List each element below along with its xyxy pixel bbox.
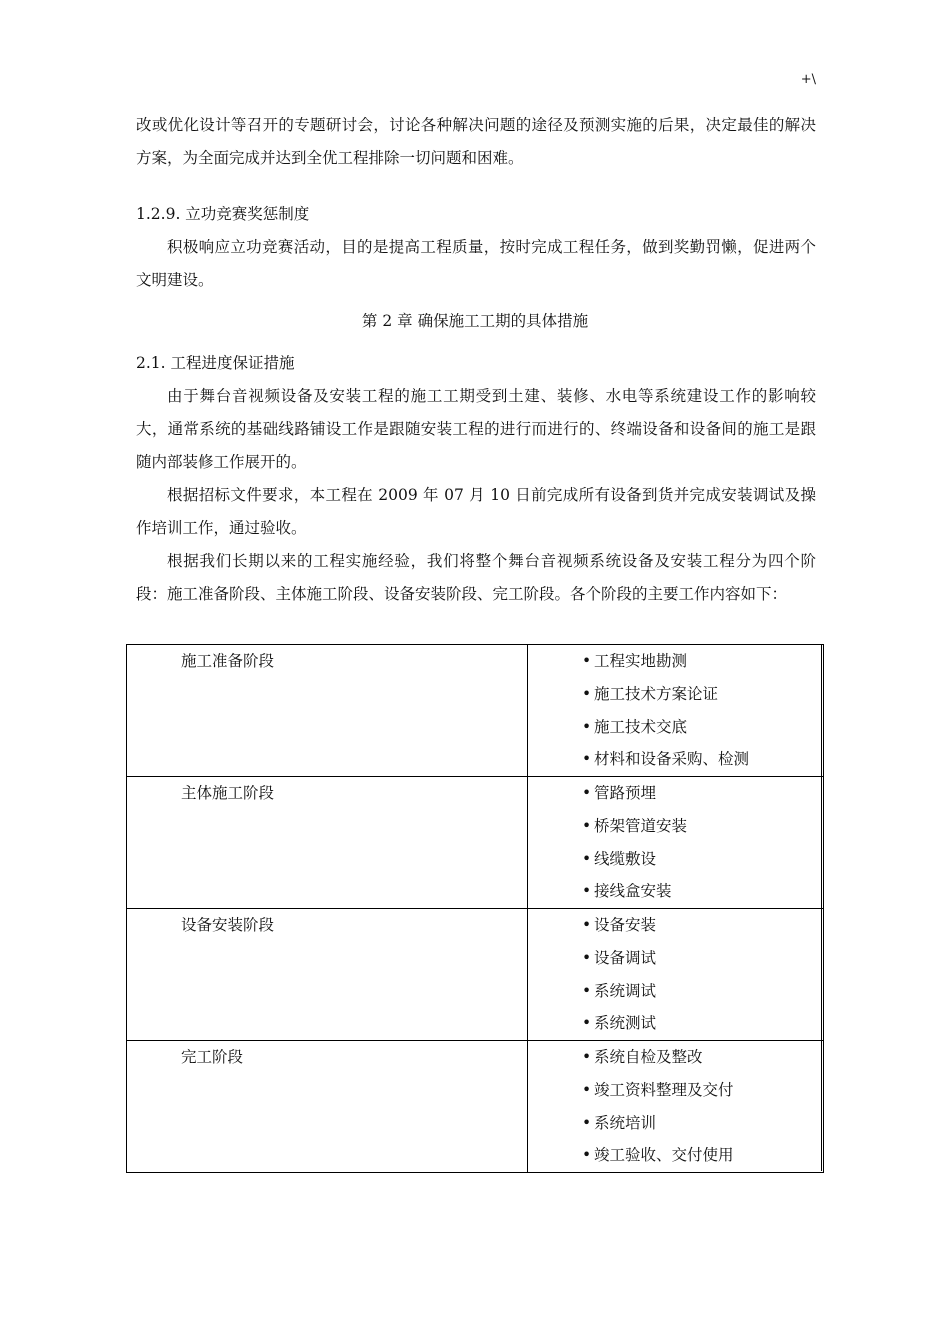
bullet-icon: • xyxy=(582,684,592,703)
bullet-icon: • xyxy=(582,1146,592,1165)
bullet-icon: • xyxy=(582,717,592,736)
phase-items-cell xyxy=(528,777,824,909)
list-item xyxy=(582,1139,823,1172)
phase-name-cell: 设备安装阶段 xyxy=(127,909,528,1041)
table-right-border xyxy=(821,644,822,1171)
bullet-icon: • xyxy=(582,981,592,1000)
list-item-text: 系统培训 xyxy=(594,1113,657,1132)
chapter-title: 第 2 章 确保施工工期的具体措施 xyxy=(361,312,589,330)
bullet-icon: • xyxy=(582,849,592,868)
list-item-text: 设备安装 xyxy=(594,916,657,934)
phase-items-cell xyxy=(528,909,824,1041)
phase-table xyxy=(126,644,824,1173)
list-item xyxy=(582,743,823,776)
list-item xyxy=(582,1007,823,1040)
list-item xyxy=(582,1074,823,1107)
list-item-text: 桥架管道安装 xyxy=(594,816,688,835)
paragraph-2: 积极响应立功竞赛活动，目的是提高工程质量，按时完成工程任务，做到奖勤罚懒，促进两个文明建设。 xyxy=(136,238,816,289)
list-item xyxy=(582,711,823,744)
list-item-text: 竣工验收、交付使用 xyxy=(594,1146,734,1165)
list-item-text: 系统调试 xyxy=(594,981,657,1000)
bullet-icon: • xyxy=(582,816,592,835)
phase-name-cell: 主体施工阶段 xyxy=(127,777,528,909)
list-item-text: 施工技术方案论证 xyxy=(594,684,719,703)
list-item-text: 设备调试 xyxy=(594,948,657,967)
list-item xyxy=(582,645,823,678)
paragraph-1: 改或优化设计等召开的专题研讨会，讨论各种解决问题的途径及预测实施的后果，决定最佳的解决方案，为全面完成并达到全优工程排除一切问题和困难。 xyxy=(136,116,816,167)
table-row xyxy=(127,777,824,909)
bullet-icon: • xyxy=(582,948,592,967)
list-item xyxy=(582,843,823,876)
paragraph-4: 根据招标文件要求，本工程在 2009 年 07 月 10 日前完成所有设备到货并完成安装调试及操作培训工作，通过验收。 xyxy=(136,486,816,537)
list-item-text: 系统测试 xyxy=(594,1014,657,1033)
list-item xyxy=(582,1041,823,1074)
paragraph-5: 根据我们长期以来的工程实施经验，我们将整个舞台音视频系统设备及安装工程分为四个阶段：施工准备阶段、主体施工阶段、设备安装阶段、完工阶段。各个阶段的主要工作内容如下： xyxy=(136,552,816,603)
list-item xyxy=(582,678,823,711)
list-item-text: 线缆敷设 xyxy=(594,849,657,868)
bullet-icon: • xyxy=(582,916,592,934)
bullet-icon: • xyxy=(582,784,592,802)
section-heading-1-2-9: 1.2.9. 立功竞赛奖惩制度 xyxy=(136,205,310,223)
list-item xyxy=(582,1107,823,1140)
list-item-text: 管路预埋 xyxy=(594,784,657,802)
list-item-text: 施工技术交底 xyxy=(594,717,688,736)
list-item xyxy=(582,875,823,908)
list-item-text: 竣工资料整理及交付 xyxy=(594,1080,734,1099)
phase-name-cell: 完工阶段 xyxy=(127,1041,528,1173)
list-item xyxy=(582,810,823,843)
list-item-text: 系统自检及整改 xyxy=(594,1048,703,1066)
bullet-icon: • xyxy=(582,1014,592,1033)
table-row xyxy=(127,645,824,777)
bullet-icon: • xyxy=(582,1080,592,1099)
table-row xyxy=(127,909,824,1041)
list-item-text: 工程实地勘测 xyxy=(594,652,688,670)
list-item xyxy=(582,975,823,1008)
list-item-text: 材料和设备采购、检测 xyxy=(594,750,750,769)
list-item xyxy=(582,777,823,810)
bullet-icon: • xyxy=(582,652,592,670)
table-row xyxy=(127,1041,824,1173)
phase-name-cell: 施工准备阶段 xyxy=(127,645,528,777)
list-item xyxy=(582,909,823,942)
bullet-icon: • xyxy=(582,1048,592,1066)
bullet-icon: • xyxy=(582,750,592,769)
section-heading-2-1: 2.1. 工程进度保证措施 xyxy=(136,354,295,372)
phase-items-cell xyxy=(528,645,824,777)
list-item xyxy=(582,942,823,975)
bullet-icon: • xyxy=(582,882,592,901)
phase-items-cell xyxy=(528,1041,824,1173)
page-mark: +\ xyxy=(800,72,816,87)
bullet-icon: • xyxy=(582,1113,592,1132)
list-item-text: 接线盒安装 xyxy=(594,882,672,901)
paragraph-3: 由于舞台音视频设备及安装工程的施工工期受到土建、装修、水电等系统建设工作的影响较大，通常系统的基础线路铺设工作是跟随安装工程的进行而进行的、终端设备和设备间的施工是跟随内部装修工作展开的。 xyxy=(136,387,816,471)
